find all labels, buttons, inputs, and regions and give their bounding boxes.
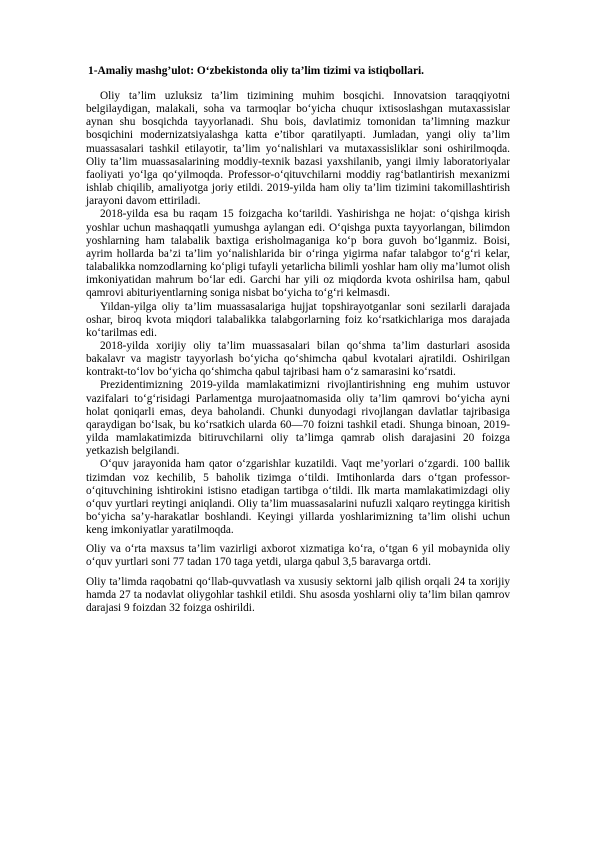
paragraph-4: 2018-yilda xorijiy oliy ta’lim muassasalari bilan qo‘shma ta’lim dasturlari asosida bakalavr va magistr tayyorlash bo‘yicha qo‘shimcha qabul kvotalari ajratildi. Oshirilgan kontrakt-to‘lov bo‘yicha qo‘shimcha qabul tajribasi ham o‘z samarasini ko‘rsatdi. (86, 339, 510, 379)
document-page (86, 64, 510, 615)
document-title: 1-Amaliy mashg’ulot: O‘zbekistonda oliy ta’lim tizimi va istiqbollari. (88, 65, 425, 77)
paragraph-3: Yildan-yilga oliy ta’lim muassasalariga hujjat topshirayotganlar soni sezilarli darajada oshar, biroq kvota miqdori talabalikka talabgorlarning foiz ko‘rsatkichlariga mos darajada ko‘tarilmas edi. (86, 300, 510, 339)
paragraph-7: Oliy va o‘rta maxsus ta’lim vazirligi axborot xizmatiga ko‘ra, o‘tgan 6 yil mobaynida oliy o‘quv yurtlari soni 77 tadan 170 taga yetdi, ularga qabul 3,5 baravarga ortdi. (86, 543, 510, 569)
paragraph-8: Oliy ta’limda raqobatni qo‘llab-quvvatlash va xususiy sektorni jalb qilish orqali 24 ta xorijiy hamda 27 ta nodavlat oliygohlar tashkil etildi. Shu asosda yoshlarni oliy ta’lim bilan qamrov darajasi 9 foizdan 32 foizga oshirildi. (86, 575, 510, 614)
paragraph-6: O‘quv jarayonida ham qator o‘zgarishlar kuzatildi. Vaqt me’yorlari o‘zgardi. 100 ballik tizimdan voz kechilib, 5 baholik tizimga o‘tildi. Imtihonlarda dars o‘tgan professor-o‘qituvchining ishtirokini istisno etadigan tartibga o‘tildi. Ilk marta mamlakatimizdagi oliy o‘quv yurtlari reytingi aniqlandi. Oliy ta’lim muassasalarini nufuzli xalqaro reytingga kiritish bo‘yicha sa’y-harakatlar boshlandi. Keyingi yillarda yoshlarimizning ta’lim olishi uchun keng imkoniyatlar yaratilmoqda. (86, 458, 510, 537)
paragraph-1: Oliy ta’lim uzluksiz ta’lim tizimining muhim bosqichi. Innovatsion taraqqiyotni belgilaydigan, malakali, soha va tarmoqlar bo‘yicha chuqur ixtisoslashgan mutaxassislar aynan shu bosqichda tayyorlanadi. Shu bois, davlatimiz tomonidan ta’limning mazkur bosqichini modernizatsiyalashga katta e’tibor qaratilyapti. Jumladan, yangi oliy ta’lim muassasalari tashkil etilayotir, ta’lim yo‘nalishlari va mutaxassisliklar soni oshirilmoqda. Oliy ta’lim muassasalarining moddiy-texnik bazasi yaxshilanib, yangi ilmiy laboratoriyalar faoliyati yo‘lga qo‘yilmoqda. Professor-o‘qituvchilarni moddiy rag‘batlantirish mexanizmi ishlab chiqilib, amaliyotga joriy etildi. 2019-yilda ham oliy ta’lim tizimini takomillashtirish jarayoni davom ettiriladi. (86, 90, 510, 208)
paragraph-5: Prezidentimizning 2019-yilda mamlakatimizni rivojlantirishning eng muhim ustuvor vazifalari to‘g‘risidagi Parlamentga murojaatnomasida oliy ta’lim qamrovi bo‘yicha ayni holat qoniqarli emas, deya baholandi. Chunki dunyodagi rivojlangan davlatlar tajribasiga qaraydigan bo‘lsak, bu ko‘rsatkich ularda 60—70 foizni tashkil etadi. Shunga binoan, 2019-yilda mamlakatimizda bitiruvchilarni oliy ta’limga qamrab olish darajasini 20 foizga yetkazish belgilandi. (86, 379, 510, 458)
paragraph-2: 2018-yilda esa bu raqam 15 foizgacha ko‘tarildi. Yashirishga ne hojat: o‘qishga kirish yoshlar uchun mashaqqatli yumushga aylangan edi. O‘qishga puxta tayyorlangan, bilimdon yoshlarning ham talabalik baxtiga erisholmaganiga ko‘p bora guvoh bo‘lganmiz. Boisi, ayrim hollarda ba’zi ta’lim yo‘nalishlarida bir o‘ringa yigirma nafar talabgor to‘g‘ri kelar, talabalikka nomzodlarning ko‘pligi tufayli yetarlicha bilimli yoshlar ham oliy ma’lumot olish imkoniyatidan mahrum bo‘lar edi. Garchi har yili oz miqdorda kvota oshirilsa ham, qabul qamrovi abituriyentlarning soniga nisbat bo‘yicha to‘g‘ri kelmasdi. (86, 208, 510, 300)
